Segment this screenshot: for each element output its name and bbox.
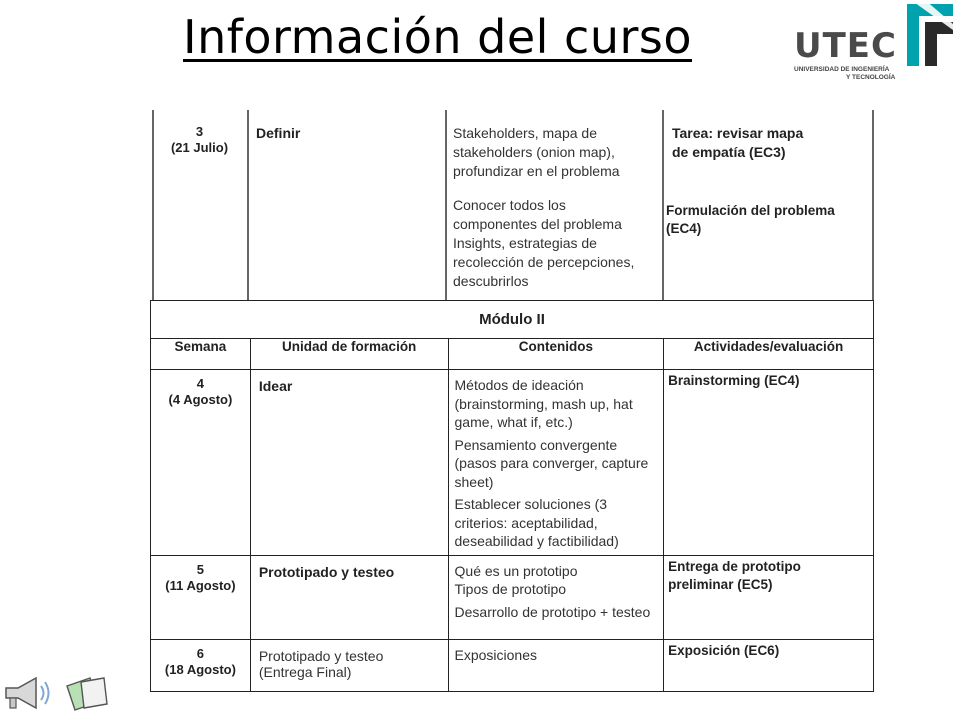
unit-cell: Definir	[256, 125, 301, 141]
week-cell	[151, 555, 251, 639]
week-date: (21 Julio)	[170, 140, 229, 155]
week-date: (4 Agosto)	[168, 392, 233, 407]
column-header-contents: Contenidos	[448, 339, 664, 370]
megaphone-icon[interactable]	[2, 674, 58, 712]
activity-cell: Entrega de prototipo preliminar (EC5)	[664, 555, 874, 639]
contents-cell	[448, 639, 664, 691]
logo-wordmark: UTEC	[794, 26, 897, 66]
contents-cell	[448, 370, 664, 556]
activity-line: (EC4)	[666, 221, 702, 236]
slide-icons	[0, 672, 120, 716]
activity-cell	[666, 202, 835, 238]
utec-logo	[792, 0, 960, 84]
unit-cell: Prototipado y testeo (Entrega Final)	[250, 639, 448, 691]
contents-cell	[448, 555, 664, 639]
content-item: Desarrollo de prototipo + testeo	[454, 603, 651, 620]
content-line: stakeholders (onion map),	[453, 144, 615, 160]
content-line: Insights, estrategias de	[453, 235, 597, 251]
divider	[445, 110, 447, 300]
divider	[662, 110, 664, 300]
column-header-unit: Unidad de formación	[250, 339, 448, 370]
content-line: descubrirlos	[453, 273, 529, 289]
notes-icon[interactable]	[64, 676, 110, 712]
content-line: profundizar en el problema	[453, 163, 620, 179]
contents-cell	[453, 124, 634, 291]
module-table	[150, 300, 874, 692]
activity-line: Tarea: revisar mapa	[672, 125, 804, 141]
content-item: Pensamiento convergente (pasos para converger, capture sheet)	[454, 436, 649, 490]
column-header-week: Semana	[151, 339, 251, 370]
week-date: (18 Agosto)	[164, 661, 236, 677]
week-number: 3	[195, 124, 204, 139]
table-row	[151, 555, 874, 639]
content-line: recolección de percepciones,	[453, 254, 635, 270]
content-line: Stakeholders, mapa de	[453, 125, 597, 141]
week-cell	[152, 124, 247, 156]
content-item: Métodos de ideación (brainstorming, mash up, hat game, what if, etc.)	[454, 377, 633, 430]
content-line: Conocer todos los	[453, 197, 566, 213]
week-number: 4	[196, 376, 205, 391]
activity-cell: Exposición (EC6)	[664, 639, 874, 691]
week-number: 5	[196, 561, 205, 577]
content-line: componentes del problema	[453, 216, 622, 232]
week-cell	[151, 639, 251, 691]
table-row	[151, 639, 874, 691]
logo-emblem-icon	[905, 0, 955, 70]
unit-cell: Idear	[250, 370, 448, 556]
divider	[247, 110, 249, 300]
logo-line1: UNIVERSIDAD DE INGENIERÍA	[794, 66, 890, 73]
activity-cell: Brainstorming (EC4)	[664, 370, 874, 556]
week-cell	[151, 370, 251, 556]
activity-cell	[672, 124, 803, 162]
unit-cell: Prototipado y testeo	[250, 555, 448, 639]
module-title: Módulo II	[151, 301, 874, 339]
column-header-activities: Actividades/evaluación	[664, 339, 874, 370]
slide-title: Información del curso	[183, 10, 693, 64]
week-number: 6	[196, 645, 205, 661]
activity-line: Formulación del problema	[666, 203, 835, 218]
content-item: Establecer soluciones (3 criterios: aceptabilidad, deseabilidad y factibilidad)	[454, 496, 619, 549]
activity-line: de empatía (EC3)	[672, 144, 786, 160]
week-date: (11 Agosto)	[165, 577, 236, 593]
divider	[872, 110, 874, 300]
content-item: Tipos de prototipo	[454, 581, 567, 597]
table-row	[151, 370, 874, 556]
table-header-row	[151, 339, 874, 370]
logo-line2: Y TECNOLOGÍA	[846, 74, 896, 81]
content-item: Exposiciones	[454, 646, 538, 663]
content-item: Qué es un prototipo	[454, 562, 578, 579]
upper-table-section	[152, 110, 874, 300]
